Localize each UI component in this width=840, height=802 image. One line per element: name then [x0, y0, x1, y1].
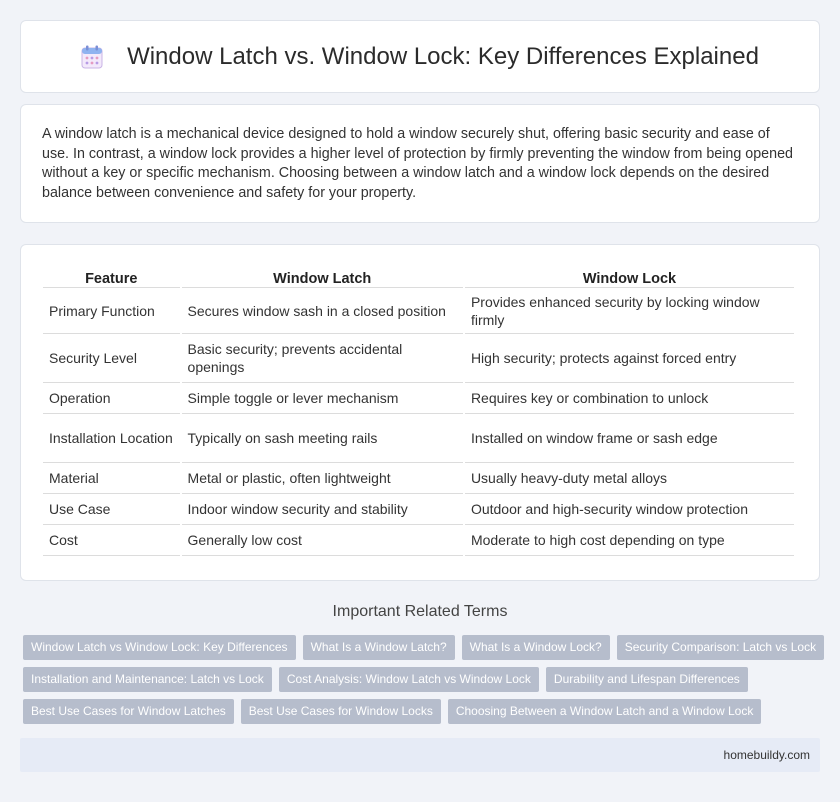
- related-term-tag[interactable]: Cost Analysis: Window Latch vs Window Lock: [279, 667, 539, 692]
- intro-paragraph: A window latch is a mechanical device designed to hold a window securely shut, offering basic security and ease of use. In contrast, a window lock provides a higher level of protection by firmly preventing the window from being opened without a key or specific mechanism. Choosing between a window latch and a window lock depends on the desired balance between convenience and safety for your property.: [42, 126, 793, 201]
- related-terms-list: [23, 635, 823, 731]
- table-cell: Provides enhanced security by locking window firmly: [465, 288, 794, 334]
- comparison-table: [41, 267, 796, 556]
- table-cell: Secures window sash in a closed position: [182, 288, 463, 334]
- table-cell: Generally low cost: [182, 525, 463, 556]
- table-cell: Requires key or combination to unlock: [465, 383, 794, 414]
- table-cell: Outdoor and high-security window protection: [465, 494, 794, 525]
- related-term-tag[interactable]: Choosing Between a Window Latch and a Window Lock: [448, 699, 762, 724]
- intro-card: [20, 104, 820, 223]
- table-cell: Operation: [43, 383, 180, 414]
- footer: [20, 738, 820, 772]
- related-terms-heading: Important Related Terms: [332, 603, 508, 620]
- related-term-tag[interactable]: What Is a Window Lock?: [462, 635, 610, 660]
- table-row: [43, 334, 794, 383]
- related-term-tag[interactable]: What Is a Window Latch?: [303, 635, 455, 660]
- table-cell: High security; protects against forced entry: [465, 334, 794, 383]
- table-cell: Usually heavy-duty metal alloys: [465, 463, 794, 494]
- column-header: Feature: [43, 267, 180, 288]
- table-cell: Basic security; prevents accidental openings: [182, 334, 463, 383]
- table-cell: Installed on window frame or sash edge: [465, 414, 794, 463]
- related-term-tag[interactable]: Durability and Lifespan Differences: [546, 667, 748, 692]
- table-cell: Use Case: [43, 494, 180, 525]
- table-row: [43, 288, 794, 334]
- table-cell: Installation Location: [43, 414, 180, 463]
- table-cell: Cost: [43, 525, 180, 556]
- table-row: [43, 463, 794, 494]
- table-cell: Moderate to high cost depending on type: [465, 525, 794, 556]
- footer-site-link[interactable]: homebuildy.com: [723, 748, 810, 762]
- table-cell: Typically on sash meeting rails: [182, 414, 463, 463]
- table-header-row: [43, 267, 794, 288]
- table-row: [43, 525, 794, 556]
- table-cell: Metal or plastic, often lightweight: [182, 463, 463, 494]
- table-cell: Material: [43, 463, 180, 494]
- comparison-card: [20, 244, 820, 581]
- related-term-tag[interactable]: Installation and Maintenance: Latch vs Lock: [23, 667, 272, 692]
- calendar-icon: [81, 45, 103, 69]
- table-cell: Security Level: [43, 334, 180, 383]
- table-row: [43, 414, 794, 463]
- column-header: Window Latch: [182, 267, 463, 288]
- page-title: Window Latch vs. Window Lock: Key Differences Explained: [127, 42, 759, 70]
- related-term-tag[interactable]: Security Comparison: Latch vs Lock: [617, 635, 824, 660]
- related-term-tag[interactable]: Window Latch vs Window Lock: Key Differences: [23, 635, 296, 660]
- related-term-tag[interactable]: Best Use Cases for Window Latches: [23, 699, 234, 724]
- table-cell: Primary Function: [43, 288, 180, 334]
- table-cell: Indoor window security and stability: [182, 494, 463, 525]
- related-term-tag[interactable]: Best Use Cases for Window Locks: [241, 699, 441, 724]
- column-header: Window Lock: [465, 267, 794, 288]
- table-cell: Simple toggle or lever mechanism: [182, 383, 463, 414]
- table-row: [43, 494, 794, 525]
- table-row: [43, 383, 794, 414]
- title-card: [20, 20, 820, 93]
